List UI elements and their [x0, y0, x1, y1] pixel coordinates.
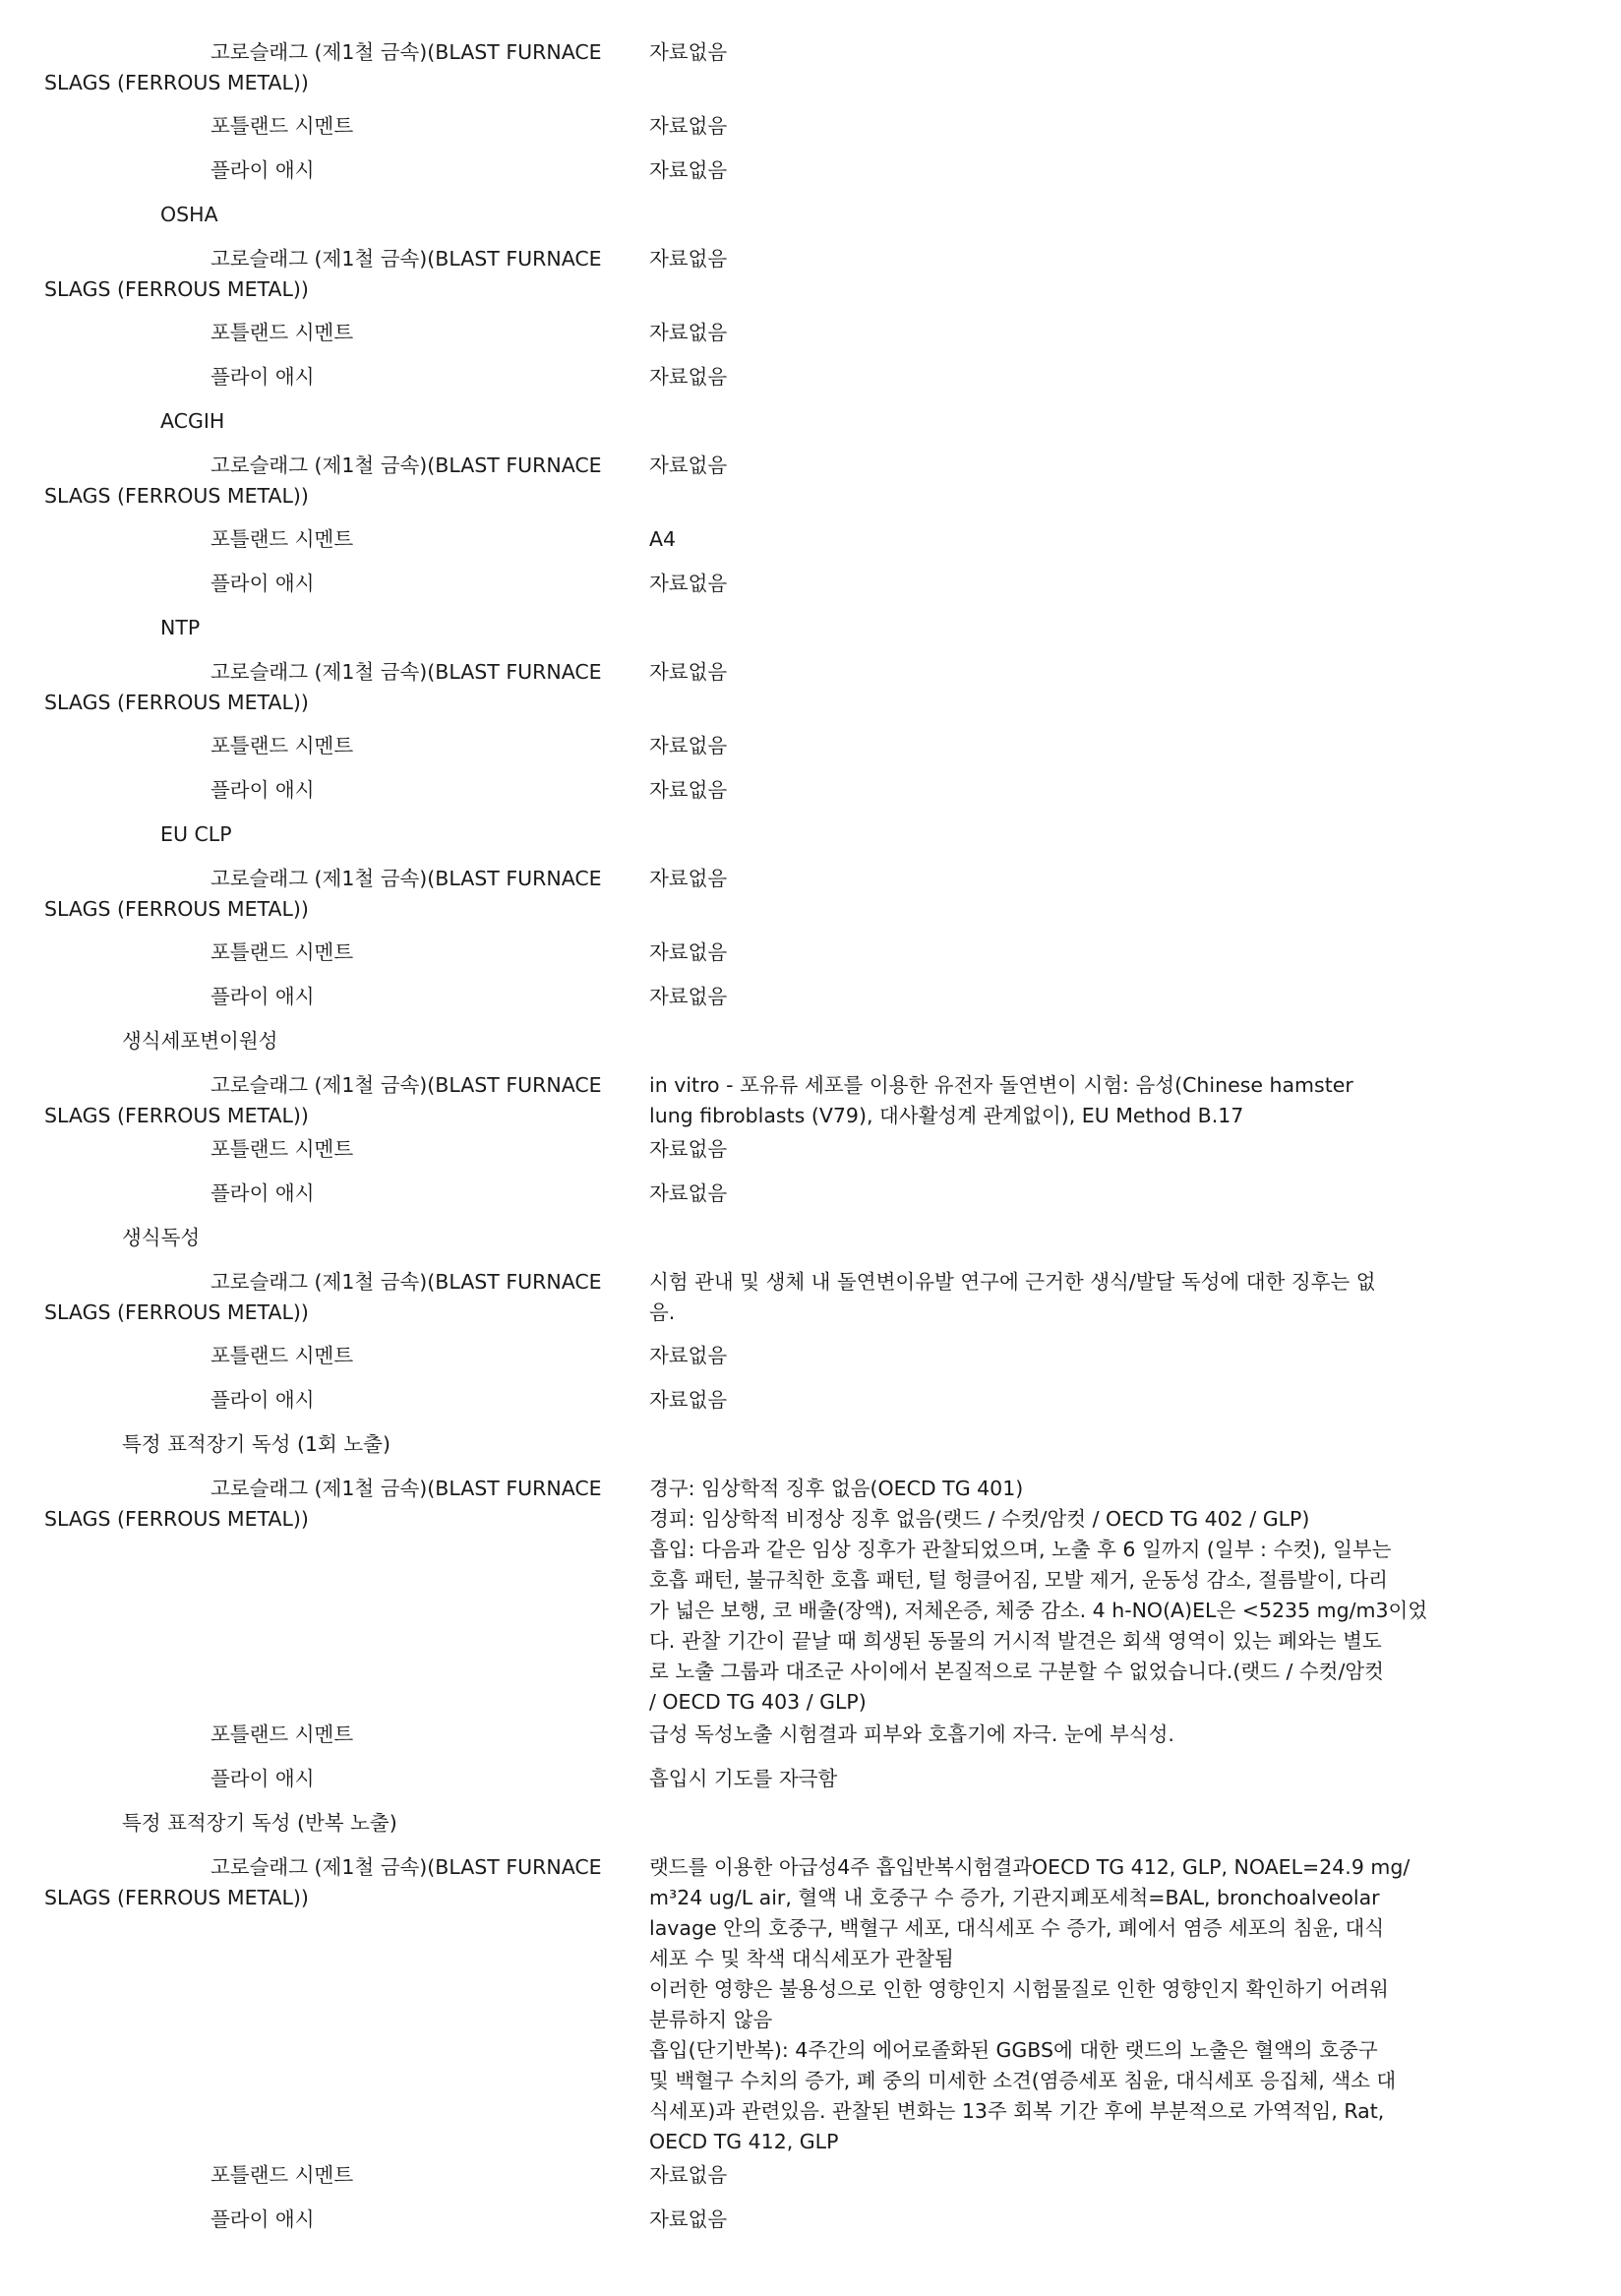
value-line: 식세포)과 관련있음. 관찰된 변화는 13주 회복 기간 후에 부분적으로 가역적임, Rat,	[649, 2099, 1385, 2123]
substance-flyash-label: 플라이 애시	[210, 1767, 315, 1790]
value-no-data: 자료없음	[649, 453, 728, 477]
substance-portland-label: 포틀랜드 시멘트	[210, 734, 354, 757]
value-line: lung fibroblasts (V79), 대사활성계 관계없이), EU Method B.17	[649, 1104, 1244, 1127]
section-osha: OSHA	[160, 203, 218, 226]
value-a4: A4	[649, 527, 677, 551]
value-no-data: 자료없음	[649, 321, 728, 344]
value-line: 경피: 임상학적 비정상 징후 없음(랫드 / 수컷/암컷 / OECD TG 402 / GLP)	[649, 1507, 1310, 1531]
value-no-data: 자료없음	[649, 1344, 728, 1367]
value-no-data: 자료없음	[649, 247, 728, 271]
substance-flyash-label: 플라이 애시	[210, 158, 315, 182]
section-stot-repeated-exposure: 특정 표적장기 독성 (반복 노출)	[122, 1811, 397, 1835]
value-no-data: 자료없음	[649, 2163, 728, 2187]
section-ntp: NTP	[160, 616, 201, 639]
substance-slag-label: 고로슬래그 (제1철 금속)(BLAST FURNACE	[210, 1073, 602, 1097]
substance-portland-label: 포틀랜드 시멘트	[210, 527, 354, 551]
value-no-data: 자료없음	[649, 2207, 728, 2231]
substance-slag-label-cont: SLAGS (FERROUS METAL))	[44, 1104, 309, 1127]
substance-portland-label: 포틀랜드 시멘트	[210, 1137, 354, 1161]
section-stot-single-exposure: 특정 표적장기 독성 (1회 노출)	[122, 1432, 390, 1456]
value-line: 시험 관내 및 생체 내 돌연변이유발 연구에 근거한 생식/발달 독성에 대한 징후는 없	[649, 1270, 1376, 1294]
value-no-data: 자료없음	[649, 940, 728, 964]
substance-portland-label: 포틀랜드 시멘트	[210, 114, 354, 138]
substance-slag-label: 고로슬래그 (제1철 금속)(BLAST FURNACE	[210, 1270, 602, 1294]
substance-slag-label-cont: SLAGS (FERROUS METAL))	[44, 484, 309, 508]
section-eu-clp: EU CLP	[160, 822, 232, 846]
value-line: in vitro - 포유류 세포를 이용한 유전자 돌연변이 시험: 음성(Chinese hamster	[649, 1073, 1353, 1097]
section-reproductive-toxicity: 생식독성	[122, 1226, 201, 1249]
value-no-data: 자료없음	[649, 660, 728, 684]
substance-slag-label-cont: SLAGS (FERROUS METAL))	[44, 1507, 309, 1531]
substance-flyash-label: 플라이 애시	[210, 365, 315, 389]
value-line: 흡입시 기도를 자극함	[649, 1767, 838, 1790]
value-no-data: 자료없음	[649, 985, 728, 1008]
value-no-data: 자료없음	[649, 1137, 728, 1161]
value-no-data: 자료없음	[649, 867, 728, 890]
value-no-data: 자료없음	[649, 1181, 728, 1205]
substance-flyash-label: 플라이 애시	[210, 2207, 315, 2231]
section-germ-cell-mutagenicity: 생식세포변이원성	[122, 1029, 278, 1053]
substance-flyash-label: 플라이 애시	[210, 778, 315, 802]
value-no-data: 자료없음	[649, 1388, 728, 1412]
value-line: 이러한 영향은 불용성으로 인한 영향인지 시험물질로 인한 영향인지 확인하기 어려워	[649, 1977, 1389, 2001]
value-line: 음.	[649, 1300, 676, 1324]
value-no-data: 자료없음	[649, 734, 728, 757]
substance-portland-label: 포틀랜드 시멘트	[210, 940, 354, 964]
substance-slag-label: 고로슬래그 (제1철 금속)(BLAST FURNACE	[210, 867, 602, 890]
substance-slag-label-cont: SLAGS (FERROUS METAL))	[44, 691, 309, 714]
substance-slag-label: 고로슬래그 (제1철 금속)(BLAST FURNACE	[210, 1477, 602, 1500]
substance-slag-label: 고로슬래그 (제1철 금속)(BLAST FURNACE	[210, 1855, 602, 1879]
value-line: m³24 ug/L air, 혈액 내 호중구 수 증가, 기관지폐포세척=BAL, bronchoalveolar	[649, 1886, 1380, 1909]
value-line: 로 노출 그룹과 대조군 사이에서 본질적으로 구분할 수 없었습니다.(랫드 / 수컷/암컷	[649, 1660, 1384, 1683]
value-line: 및 백혈구 수치의 증가, 폐 중의 미세한 소견(염증세포 침윤, 대식세포 응집체, 색소 대	[649, 2069, 1397, 2092]
substance-portland-label: 포틀랜드 시멘트	[210, 2163, 354, 2187]
value-line: 호흡 패턴, 불규칙한 호흡 패턴, 털 헝클어짐, 모발 제거, 운동성 감소, 절름발이, 다리	[649, 1568, 1388, 1592]
value-line: 세포 수 및 착색 대식세포가 관찰됨	[649, 1947, 954, 1970]
substance-slag-label: 고로슬래그 (제1철 금속)(BLAST FURNACE	[210, 453, 602, 477]
substance-flyash-label: 플라이 애시	[210, 1388, 315, 1412]
value-line: OECD TG 412, GLP	[649, 2130, 839, 2153]
value-line: 급성 독성노출 시험결과 피부와 호흡기에 자극. 눈에 부식성.	[649, 1722, 1174, 1746]
value-line: 흡입: 다음과 같은 임상 징후가 관찰되었으며, 노출 후 6 일까지 (일부 : 수컷), 일부는	[649, 1538, 1392, 1561]
substance-slag-label-cont: SLAGS (FERROUS METAL))	[44, 1886, 309, 1909]
value-line: 경구: 임상학적 징후 없음(OECD TG 401)	[649, 1477, 1024, 1500]
value-no-data: 자료없음	[649, 778, 728, 802]
value-no-data: 자료없음	[649, 572, 728, 595]
substance-portland-label: 포틀랜드 시멘트	[210, 1344, 354, 1367]
value-line: lavage 안의 호중구, 백혈구 세포, 대식세포 수 증가, 폐에서 염증 세포의 침윤, 대식	[649, 1916, 1385, 1940]
value-line: 랫드를 이용한 아급성4주 흡입반복시험결과OECD TG 412, GLP, NOAEL=24.9 mg/	[649, 1855, 1411, 1879]
substance-slag-label: 고로슬래그 (제1철 금속)(BLAST FURNACE	[210, 247, 602, 271]
substance-portland-label: 포틀랜드 시멘트	[210, 1722, 354, 1746]
substance-slag-label: 고로슬래그 (제1철 금속)(BLAST FURNACE	[210, 660, 602, 684]
value-line: 다. 관찰 기간이 끝날 때 희생된 동물의 거시적 발견은 회색 영역이 있는 폐와는 별도	[649, 1629, 1382, 1653]
substance-slag-label-cont: SLAGS (FERROUS METAL))	[44, 71, 309, 94]
substance-portland-label: 포틀랜드 시멘트	[210, 321, 354, 344]
substance-slag-label: 고로슬래그 (제1철 금속)(BLAST FURNACE	[210, 40, 602, 64]
section-acgih: ACGIH	[160, 409, 225, 433]
value-line: 가 넓은 보행, 코 배출(장액), 저체온증, 체중 감소. 4 h-NO(A)EL은 <5235 mg/m3이었	[649, 1599, 1428, 1622]
value-line: / OECD TG 403 / GLP)	[649, 1690, 867, 1714]
value-no-data: 자료없음	[649, 365, 728, 389]
value-no-data: 자료없음	[649, 114, 728, 138]
substance-slag-label-cont: SLAGS (FERROUS METAL))	[44, 1300, 309, 1324]
value-line: 흡입(단기반복): 4주간의 에어로졸화된 GGBS에 대한 랫드의 노출은 혈액의 호중구	[649, 2038, 1378, 2062]
value-line: 분류하지 않음	[649, 2008, 773, 2031]
substance-flyash-label: 플라이 애시	[210, 985, 315, 1008]
value-no-data: 자료없음	[649, 158, 728, 182]
substance-flyash-label: 플라이 애시	[210, 1181, 315, 1205]
substance-flyash-label: 플라이 애시	[210, 572, 315, 595]
substance-slag-label-cont: SLAGS (FERROUS METAL))	[44, 897, 309, 921]
value-no-data: 자료없음	[649, 40, 728, 64]
substance-slag-label-cont: SLAGS (FERROUS METAL))	[44, 277, 309, 301]
